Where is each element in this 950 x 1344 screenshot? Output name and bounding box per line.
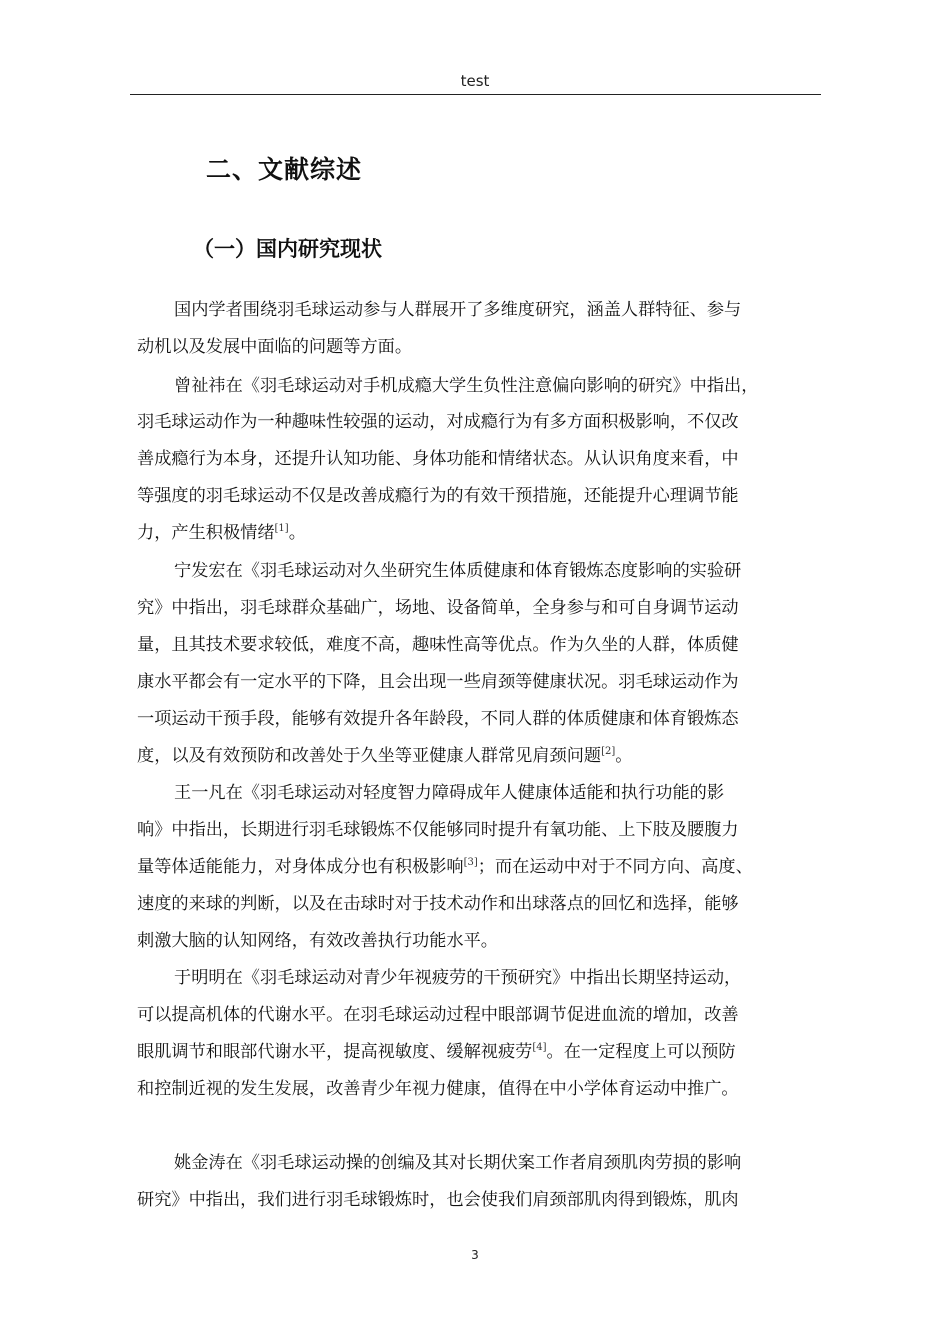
section-title: 二、文献综述 (206, 155, 363, 184)
text-line (137, 1040, 736, 1064)
text-line: 动机以及发展中面临的问题等方面。 (137, 337, 413, 357)
text-line: 量，且其技术要求较低，难度不高，趣味性高等优点。作为久坐的人群，体质健 (137, 635, 739, 655)
text-line: 于明明在《羽毛球运动对青少年视疲劳的干预研究》中指出长期坚持运动， (174, 968, 742, 988)
text-fragment: ；而在运动中对于不同方向、高度、 (477, 857, 753, 877)
text-line (137, 855, 753, 879)
page-number: 3 (471, 1248, 479, 1262)
text-line: 王一凡在《羽毛球运动对轻度智力障碍成年人健康体适能和执行功能的影 (174, 783, 725, 803)
text-line: 研究》中指出，我们进行羽毛球锻炼时，也会使我们肩颈部肌肉得到锻炼，肌肉 (137, 1190, 739, 1210)
text-fragment: 。 (288, 523, 306, 543)
text-line: 刺激大脑的认知网络，有效改善执行功能水平。 (137, 931, 498, 951)
citation-2: [2] (601, 746, 616, 757)
text-line: 响》中指出，长期进行羽毛球锻炼不仅能够同时提升有氧功能、上下肢及腰腹力 (137, 820, 739, 840)
text-fragment: 力，产生积极情绪 (137, 523, 275, 543)
text-line: 一项运动干预手段，能够有效提升各年龄段，不同人群的体质健康和体育锻炼态 (137, 709, 739, 729)
text-line: 善成瘾行为本身，还提升认知功能、身体功能和情绪状态。从认识角度来看，中 (137, 449, 739, 469)
header-rule (130, 94, 821, 95)
text-line: 姚金涛在《羽毛球运动操的创编及其对长期伏案工作者肩颈肌肉劳损的影响 (174, 1153, 742, 1173)
text-line (137, 744, 632, 768)
text-line: 究》中指出，羽毛球群众基础广，场地、设备简单，全身参与和可自身调节运动 (137, 598, 739, 618)
text-line: 康水平都会有一定水平的下降，且会出现一些肩颈等健康状况。羽毛球运动作为 (137, 672, 739, 692)
citation-3: [3] (463, 857, 478, 868)
citation-4: [4] (532, 1042, 547, 1053)
text-line: 国内学者围绕羽毛球运动参与人群展开了多维度研究，涵盖人群特征、参与 (174, 300, 742, 320)
text-fragment: 度，以及有效预防和改善处于久坐等亚健康人群常见肩颈问题 (137, 746, 602, 766)
subsection-title: （一）国内研究现状 (193, 237, 382, 261)
text-line: 曾祉祎在《羽毛球运动对手机成瘾大学生负性注意偏向影响的研究》中指出， (174, 376, 759, 396)
header-title: test (460, 72, 490, 90)
text-line: 宁发宏在《羽毛球运动对久坐研究生体质健康和体育锻炼态度影响的实验研 (174, 561, 742, 581)
text-line (137, 521, 306, 545)
text-fragment: 。在一定程度上可以预防 (546, 1042, 736, 1062)
text-line: 可以提高机体的代谢水平。在羽毛球运动过程中眼部调节促进血流的增加，改善 (137, 1005, 739, 1025)
text-line: 和控制近视的发生发展，改善青少年视力健康，值得在中小学体育运动中推广。 (137, 1079, 739, 1099)
text-fragment: 。 (615, 746, 633, 766)
text-fragment: 眼肌调节和眼部代谢水平，提高视敏度、缓解视疲劳 (137, 1042, 533, 1062)
text-line: 等强度的羽毛球运动不仅是改善成瘾行为的有效干预措施，还能提升心理调节能 (137, 486, 739, 506)
text-fragment: 量等体适能能力，对身体成分也有积极影响 (137, 857, 464, 877)
text-line: 速度的来球的判断，以及在击球时对于技术动作和出球落点的回忆和选择，能够 (137, 894, 739, 914)
text-line: 羽毛球运动作为一种趣味性较强的运动，对成瘾行为有多方面积极影响，不仅改 (137, 412, 739, 432)
citation-1: [1] (274, 523, 289, 534)
